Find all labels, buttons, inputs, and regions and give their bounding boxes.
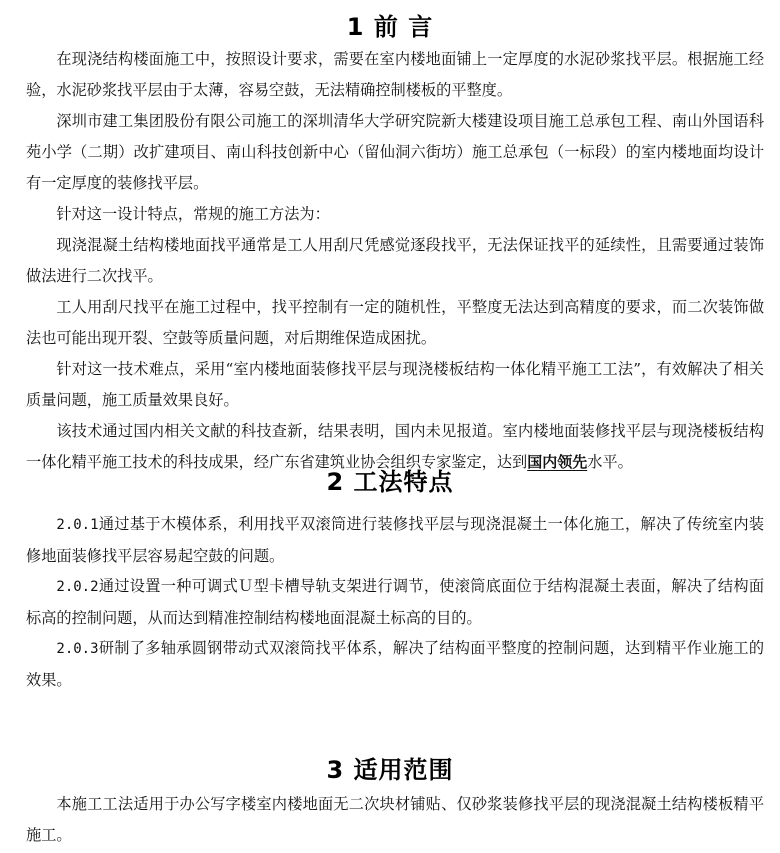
section-1-paragraph-6: 针对这一技术难点，采用“室内楼地面装修找平层与现浇楼板结构一体化精平施工工法”，有效解决了相关质量问题，施工质量效果良好。: [26, 360, 764, 409]
section-1-heading: 1 前 言: [346, 13, 434, 41]
feature-item-2-0-3: [26, 633, 764, 696]
section-1-paragraph-4: 现浇混凝土结构楼地面找平通常是工人用刮尺凭感觉逐段找平，无法保证找平的延续性，且需要通过装饰做法进行二次找平。: [26, 236, 764, 285]
section-1-paragraph-7-tail: 水平。: [587, 453, 633, 471]
feature-item-text: 研制了多轴承圆钢带动式双滚筒找平体系，解决了结构面平整度的控制问题，达到精平作业施工的效果。: [26, 639, 764, 689]
section-1-paragraph-2: 深圳市建工集团股份有限公司施工的深圳清华大学研究院新大楼建设项目施工总承包工程、南山外国语科苑小学（二期）改扩建项目、南山科技创新中心（留仙洞六街坊）施工总承包（一标段）的室内楼地面均设计有一定厚度的装修找平层。: [26, 112, 764, 192]
feature-item-number: 2.0.3: [56, 641, 99, 657]
section-1-paragraph-5: 工人用刮尺找平在施工过程中，找平控制有一定的随机性，平整度无法达到高精度的要求，而二次装饰做法也可能出现开裂、空鼓等质量问题，对后期维保造成困扰。: [26, 298, 764, 347]
section-1-paragraph-3: 针对这一设计特点，常规的施工方法为：: [56, 205, 330, 223]
section-1-paragraph-7-text: 该技术通过国内相关文献的科技查新，结果表明，国内未见报道。室内楼地面装修找平层与现浇楼板结构一体化精平施工技术的科技成果，经广东省建筑业协会组织专家鉴定，达到: [26, 422, 764, 471]
highlight-link-domestic-leading[interactable]: 国内领先: [527, 453, 588, 471]
feature-item-2-0-1: [26, 509, 764, 572]
feature-item-text: 通过基于木模体系，利用找平双滚筒进行装修找平层与现浇混凝土一体化施工，解决了传统室内装修地面装修找平层容易起空鼓的问题。: [26, 515, 764, 565]
section-1-paragraph-1: 在现浇结构楼面施工中，按照设计要求，需要在室内楼地面铺上一定厚度的水泥砂浆找平层。根据施工经验，水泥砂浆找平层由于太薄，容易空鼓，无法精确控制楼板的平整度。: [26, 50, 764, 99]
feature-item-text: 通过设置一种可调式Ｕ型卡槽导轨支架进行调节，使滚筒底面位于结构混凝土表面，解决了结构面标高的控制问题，从而达到精准控制结构楼地面混凝土标高的目的。: [26, 577, 764, 627]
section-3-paragraph: 本施工工法适用于办公写字楼室内楼地面无二次块材铺贴、仅砂浆装修找平层的现浇混凝土结构楼板精平施工。: [26, 795, 764, 844]
feature-item-number: 2.0.1: [56, 517, 99, 533]
feature-item-2-0-2: [26, 571, 764, 634]
feature-item-number: 2.0.2: [56, 579, 99, 595]
section-3-heading: 3 适用范围: [326, 756, 454, 784]
section-2-heading: 2 工法特点: [326, 468, 454, 496]
